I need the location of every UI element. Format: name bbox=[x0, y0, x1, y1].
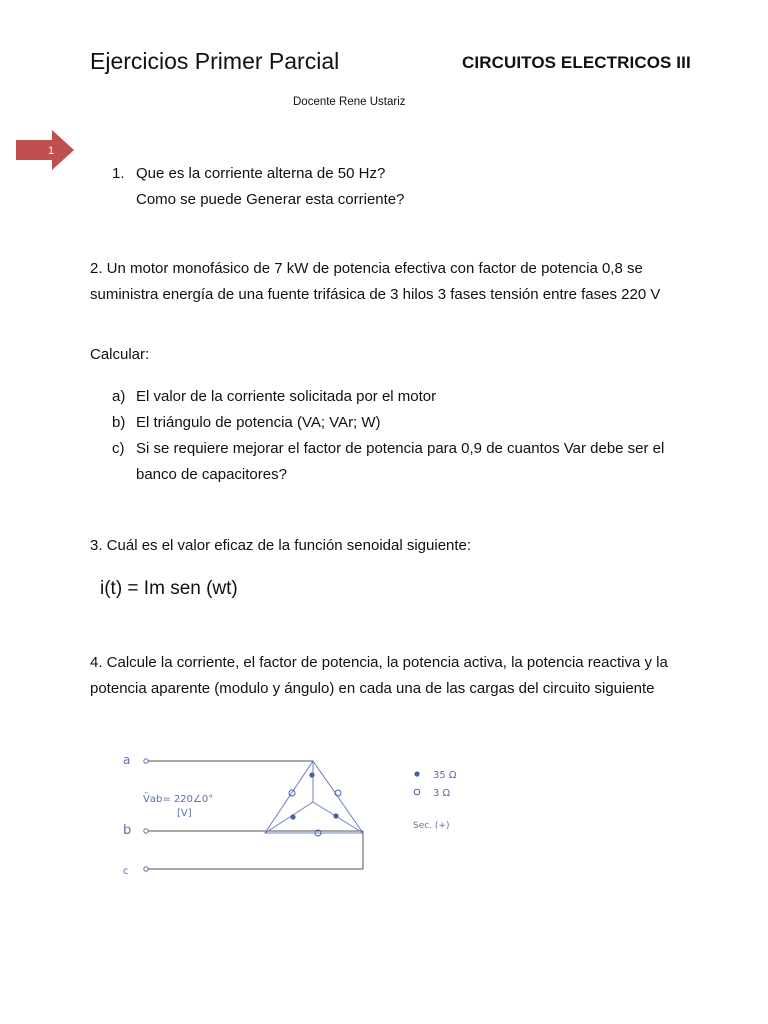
item-label: a) bbox=[112, 388, 126, 405]
legend-filled-symbol bbox=[414, 771, 419, 776]
question-3-text: 3. Cuál es el valor eficaz de la función senoidal siguiente: bbox=[90, 537, 472, 554]
page-marker-arrow bbox=[16, 130, 76, 170]
node-c-label: c bbox=[123, 866, 129, 877]
circuit-diagram bbox=[115, 740, 510, 900]
legend-open-symbol bbox=[414, 789, 420, 795]
question-3-formula: i(t) = Im sen (wt) bbox=[100, 578, 238, 599]
course-name: CIRCUITOS ELECTRICOS III bbox=[462, 53, 691, 72]
node-b-label: b bbox=[123, 823, 132, 838]
item-text: El triángulo de potencia (VA; VAr; W) bbox=[136, 414, 381, 431]
item-label: c) bbox=[112, 440, 125, 457]
item-text: El valor de la corriente solicitada por el motor bbox=[136, 388, 437, 405]
list-item bbox=[112, 410, 692, 436]
voltage-unit: [V] bbox=[177, 808, 192, 819]
question-2-text: 2. Un motor monofásico de 7 kW de potencia efectiva con factor de potencia 0,8 se suministra energía de una fuente trifásica de 3 hilos 3 fases tensión entre fases 220 V bbox=[90, 260, 661, 303]
question-1-line2: Como se puede Generar esta corriente? bbox=[136, 191, 405, 208]
legend-filled-value: 35 Ω bbox=[433, 770, 457, 781]
document-title: Ejercicios Primer Parcial bbox=[90, 48, 340, 74]
question-1 bbox=[112, 161, 404, 213]
calculate-label: Calcular: bbox=[90, 346, 150, 363]
question-2-items bbox=[112, 384, 692, 488]
item-text: Si se requiere mejorar el factor de potencia para 0,9 de cuantos Var debe ser el banco de capacitores? bbox=[136, 440, 665, 483]
list-item bbox=[112, 384, 692, 410]
page-marker-label: 1 bbox=[48, 145, 55, 157]
question-4-text: 4. Calcule la corriente, el factor de potencia, la potencia activa, la potencia reactiva y la potencia aparente (modulo y ángulo) en cada una de las cargas del circuito siguiente bbox=[90, 654, 668, 697]
sequence-note: Sec. (+) bbox=[413, 821, 450, 831]
teacher-name: Docente Rene Ustariz bbox=[293, 96, 406, 108]
list-item bbox=[112, 436, 692, 488]
voltage-annotation: V̄ab= 220∠0° bbox=[143, 794, 214, 805]
node-a-label: a bbox=[123, 753, 131, 767]
question-1-line1: Que es la corriente alterna de 50 Hz? bbox=[136, 165, 386, 182]
item-label: b) bbox=[112, 414, 126, 431]
legend-open-value: 3 Ω bbox=[433, 788, 451, 799]
question-1-number: 1. bbox=[112, 165, 125, 182]
